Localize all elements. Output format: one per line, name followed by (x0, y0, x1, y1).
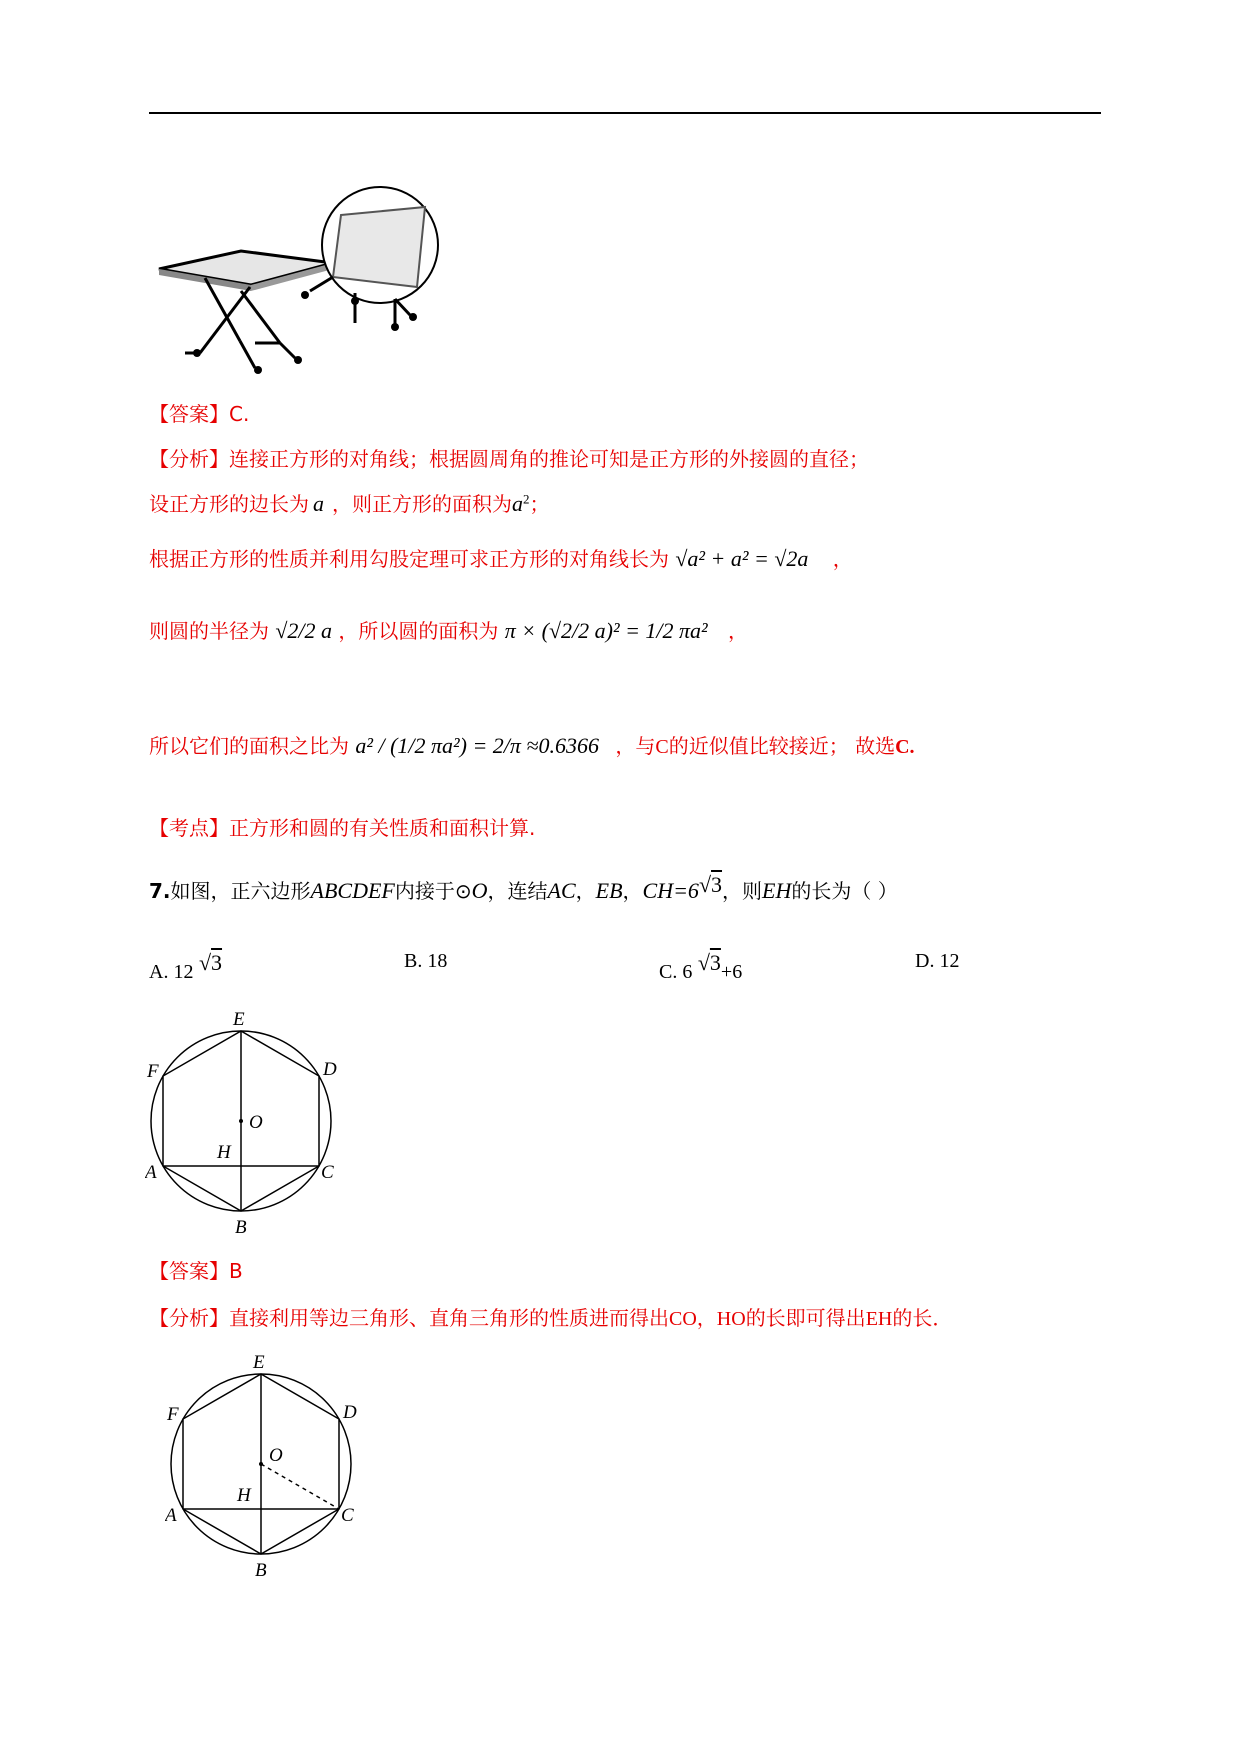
option-label: C. 6 (659, 961, 693, 983)
option-c[interactable]: C. 6 √3+6 (659, 950, 743, 983)
math-root: 3 (709, 950, 721, 975)
label-o: O (269, 1445, 283, 1466)
q6-answer (149, 398, 249, 427)
hexagon-solution-figure (165, 1348, 370, 1580)
analysis-label: 【分析】 (149, 1306, 229, 1330)
text: ，与 (615, 734, 656, 758)
text: 根据正方形的性质并利用勾股定理可求正方形的对角线长为 (149, 547, 669, 571)
math-var: CH=6 (642, 878, 699, 903)
table-figure (155, 183, 445, 383)
q6-analysis-line1 (149, 443, 869, 472)
option-label: D. 12 (915, 950, 960, 972)
label-b: B (235, 1217, 247, 1237)
label-d: D (343, 1402, 357, 1423)
header-rule (149, 112, 1101, 114)
label-b: B (255, 1560, 267, 1580)
math-root: 3 (711, 872, 723, 897)
text: 的近似值比较接近； 故选 (668, 734, 896, 758)
text: 则圆的半径为 (149, 619, 269, 643)
text: 的长为（ ） (791, 879, 898, 903)
label-f: F (147, 1061, 159, 1082)
text: C (655, 736, 669, 758)
math-var: O (471, 878, 488, 903)
q6-analysis-line4 (149, 615, 748, 644)
math-exponent: 2 (523, 491, 530, 507)
q7-analysis (149, 1302, 952, 1331)
text: 的长． (892, 1306, 953, 1330)
label-h: H (217, 1142, 231, 1163)
text: 所以它们的面积之比为 (149, 734, 349, 758)
answer-label: 【答案】 (149, 402, 229, 426)
diagonal-formula: √a² + a² = √2a (675, 546, 809, 571)
text: ， (728, 619, 749, 643)
area-formula: π × (√2/2 a)² = 1/2 πa² (504, 618, 708, 643)
label-h: H (237, 1485, 251, 1506)
answer-label: 【答案】 (149, 1259, 229, 1283)
hexagon-figure (145, 1005, 350, 1237)
text: ， (832, 547, 853, 571)
label-a: A (165, 1505, 177, 1526)
text: 直接利用等边三角形、直角三角形的性质进而得出 (229, 1306, 669, 1330)
label-f: F (167, 1404, 179, 1425)
option-suffix: +6 (720, 961, 743, 983)
text: 内接于⊙ (394, 879, 472, 903)
q6-kaodian (149, 812, 535, 841)
label-a: A (145, 1162, 157, 1183)
label-d: D (323, 1059, 337, 1080)
text: ， (696, 1306, 717, 1330)
kaodian-text: 正方形和圆的有关性质和面积计算. (229, 816, 536, 840)
text: ，则正方形的面积为 (332, 492, 512, 516)
text: CO (669, 1308, 697, 1330)
q7-stem: 7.如图，正六边形ABCDEF内接于⊙O，连结AC，EB，CH=6√3，则EH的长为（ ） (149, 872, 898, 903)
text: 如图，正六边形 (170, 879, 311, 903)
option-b[interactable] (404, 950, 447, 973)
text: ，连结 (487, 879, 548, 903)
text: 设正方形的边长为 (149, 492, 309, 516)
math-var: EB (595, 878, 623, 903)
math-root: 3 (211, 950, 223, 975)
text: ，则 (722, 879, 763, 903)
answer-value: C. (229, 402, 250, 426)
text: EH (865, 1308, 893, 1330)
option-label: A. 12 (149, 961, 194, 983)
math-var: ABCDEF (310, 878, 395, 903)
label-c: C (321, 1162, 334, 1183)
text: 的长即可得出 (745, 1306, 866, 1330)
text: HO (716, 1308, 746, 1330)
q7-answer (149, 1255, 243, 1284)
math-var: EH (762, 878, 792, 903)
option-label: B. 18 (404, 950, 448, 972)
label-c: C (341, 1505, 354, 1526)
text: ； (529, 492, 550, 516)
option-d[interactable] (915, 950, 959, 973)
label-e: E (253, 1352, 265, 1373)
text: ，所以圆的面积为 (338, 619, 499, 643)
question-number: 7. (149, 879, 171, 903)
kaodian-label: 【考点】 (149, 816, 229, 840)
option-a[interactable]: A. 12 √3 (149, 950, 223, 983)
label-e: E (233, 1009, 245, 1030)
math-var: AC (547, 878, 576, 903)
math-var: a (512, 491, 523, 516)
label-o: O (249, 1112, 263, 1133)
math-var: a (313, 491, 324, 516)
q6-analysis-line5 (149, 730, 915, 759)
text: C. (895, 736, 915, 758)
analysis-label: 【分析】 (149, 447, 229, 471)
q6-analysis-line3 (149, 543, 853, 572)
q6-analysis-line2 (149, 488, 550, 517)
radius-formula: √2/2 a (275, 618, 333, 643)
ratio-formula: a² / (1/2 πa²) = 2/π ≈0.6366 (355, 733, 600, 758)
analysis-text: 连接正方形的对角线；根据圆周角的推论可知是正方形的外接圆的直径； (229, 447, 869, 471)
answer-value: B (229, 1259, 243, 1283)
